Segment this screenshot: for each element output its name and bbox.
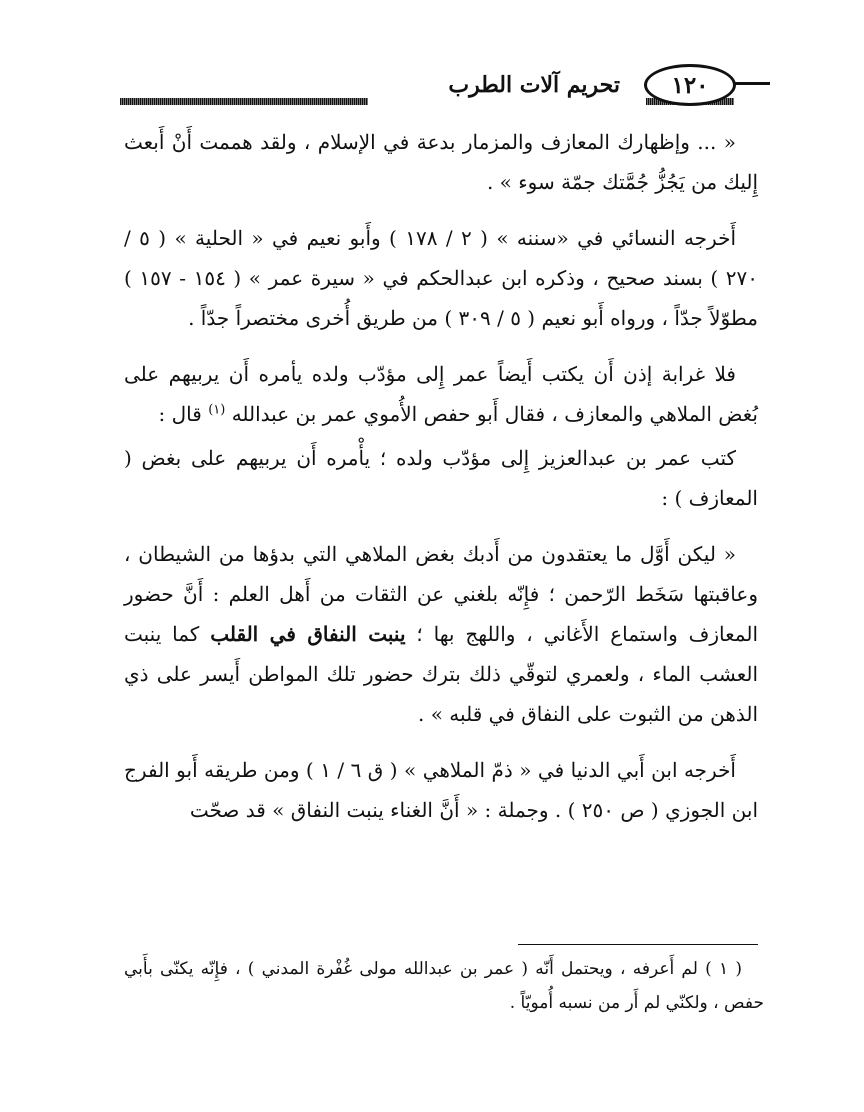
paragraph-intro-tail: قال :	[158, 402, 209, 426]
paragraph-letter-quote	[124, 534, 758, 734]
emphasized-phrase: ينبت النفاق في القلب	[210, 622, 406, 646]
page-header	[120, 62, 770, 112]
paragraph-intro	[124, 354, 758, 434]
paragraph-quote-1: « ... وإظهارك المعازف والمزمار بدعة في الإسلام ، ولقد هممت أَنْ أَبعث إِليك من يَجُزُّ جُمَّتك جمّة سوء » .	[124, 130, 758, 194]
header-rule-left	[120, 98, 368, 105]
footnote-1: ( ١ ) لم أَعرفه ، ويحتمل أَنّه ( عمر بن عبدالله مولى غُفْرة المدني ) ، فإِنّه يكنّى بأَبي حفص ، ولكنّي لم أَر من نسبه أُمويّاً .	[124, 959, 764, 1013]
running-title: تحريم آلات الطرب	[448, 72, 620, 98]
footnote-reference[interactable]: (١)	[208, 402, 226, 418]
paragraph-letter-intro: كتب عمر بن عبدالعزيز إِلى مؤدّب ولده ؛ يأْمره أَن يربيهم على بغض ( المعازف ) :	[124, 446, 758, 510]
paragraph-takhrij-2: أَخرجه ابن أَبي الدنيا في « ذمّ الملاهي » ( ق ٦ / ١ ) ومن طريقه أَبو الفرج ابن الجوزي ( ص ٢٥٠ ) . وجملة : « أَنَّ الغناء ينبت النفاق » قد صحّت	[124, 758, 758, 822]
paragraph-takhrij-1: أَخرجه النسائي في «سننه » ( ٢ / ١٧٨ ) وأَبو نعيم في « الحلية » ( ٥ / ٢٧٠ ) بسند صحيح ، وذكره ابن عبدالحكم في « سيرة عمر » ( ١٥٤ - ١٥٧ ) مطوّلاً جدّاً ، ورواه أَبو نعيم ( ٥ / ٣٠٩ ) من طريق أُخرى مختصراً جدّاً .	[124, 226, 758, 330]
footnote-separator	[518, 944, 758, 945]
page-number: ١٢٠	[644, 64, 736, 106]
page-number-tail	[730, 82, 770, 85]
paragraph-intro-text: فلا غرابة إذن أَن يكتب أَيضاً عمر إِلى مؤدّب ولده يأمره أَن يربيهم على بُغض الملاهي والمعازف ، فقال أَبو حفص الأُموي عمر بن عبدالله	[124, 362, 758, 426]
footnotes	[124, 952, 764, 1020]
paragraph-letter-quote-end: كما ينبت العشب الماء ، ولعمري لتوقّي ذلك بترك حضور تلك المواطن أَيسر على ذي الذهن من الثبوت على النفاق في قلبه » .	[124, 622, 758, 726]
paragraph-letter-quote-start: « ليكن أَوَّل ما يعتقدون من أَدبك بغض الملاهي التي بدؤها من الشيطان ، وعاقبتها سَخَط الرّحمن ؛ فإِنّه بلغني عن الثقات من أَهل العلم : أَنَّ حضور المعازف واستماع الأَغاني ، واللهج بها ؛	[124, 542, 758, 646]
main-text	[124, 122, 758, 846]
